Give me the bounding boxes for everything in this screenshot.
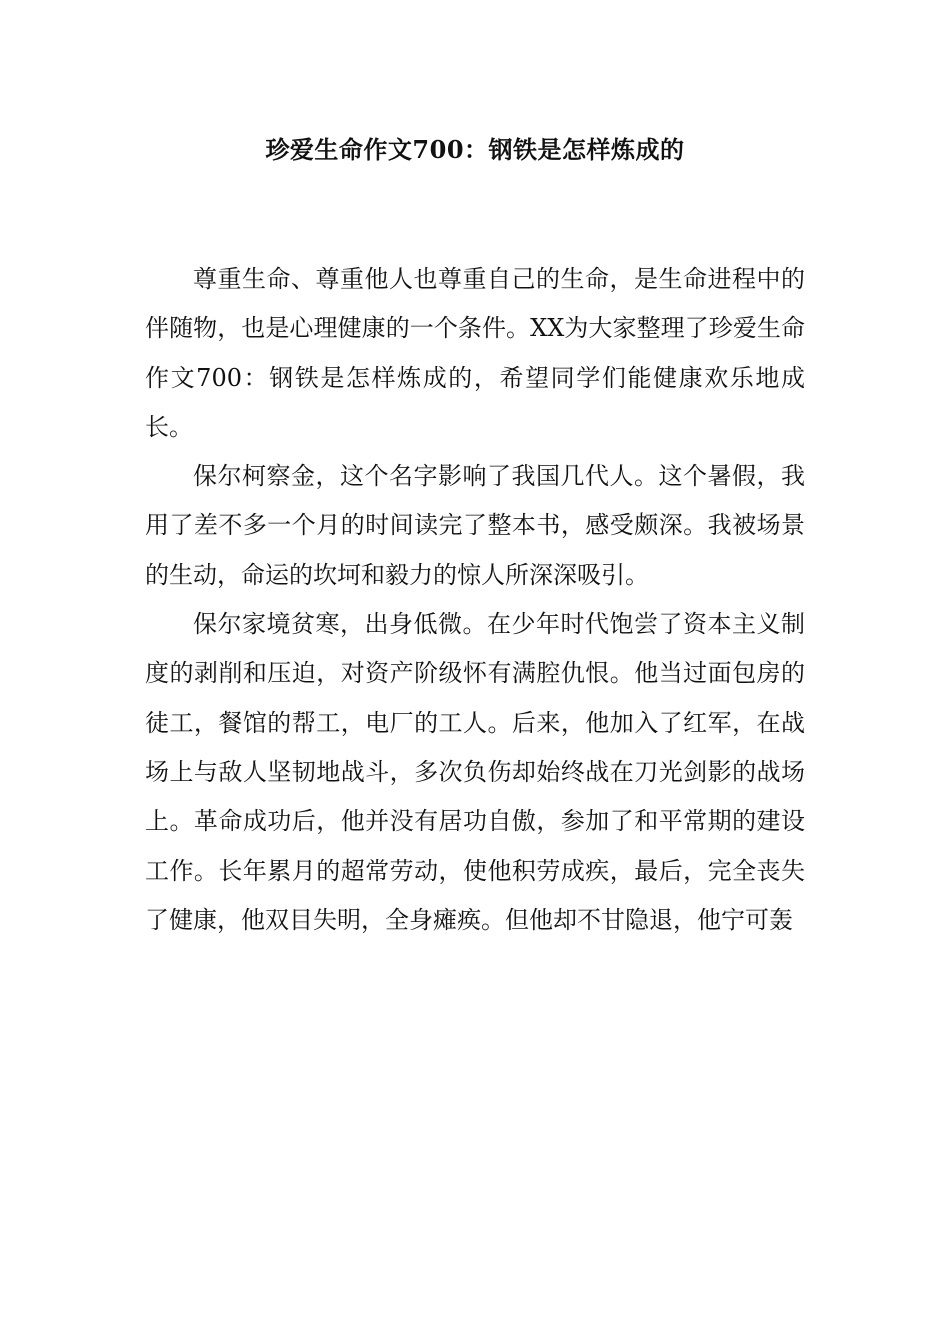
paragraph-1: 尊重生命、尊重他人也尊重自己的生命，是生命进程中的伴随物，也是心理健康的一个条件。XX为大家整理了珍爱生命作文700：钢铁是怎样炼成的，希望同学们能健康欢乐地成长。 [145, 265, 805, 441]
document-title: 珍爱生命作文700：钢铁是怎样炼成的 [265, 135, 685, 164]
document-body [145, 255, 805, 945]
paragraph-2: 保尔柯察金，这个名字影响了我国几代人。这个暑假，我用了差不多一个月的时间读完了整本书，感受颇深。我被场景的生动，命运的坎坷和毅力的惊人所深深吸引。 [145, 462, 805, 589]
paragraph-3: 保尔家境贫寒，出身低微。在少年时代饱尝了资本主义制度的剥削和压迫，对资产阶级怀有满腔仇恨。他当过面包房的徒工，餐馆的帮工，电厂的工人。后来，他加入了红军，在战场上与敌人坚韧地战斗，多次负伤却始终战在刀光剑影的战场上。革命成功后，他并没有居功自傲，参加了和平常期的建设工作。长年累月的超常劳动，使他积劳成疾，最后，完全丧失了健康，他双目失明，全身瘫痪。但他却不甘隐退，他宁可轰 [145, 610, 805, 934]
